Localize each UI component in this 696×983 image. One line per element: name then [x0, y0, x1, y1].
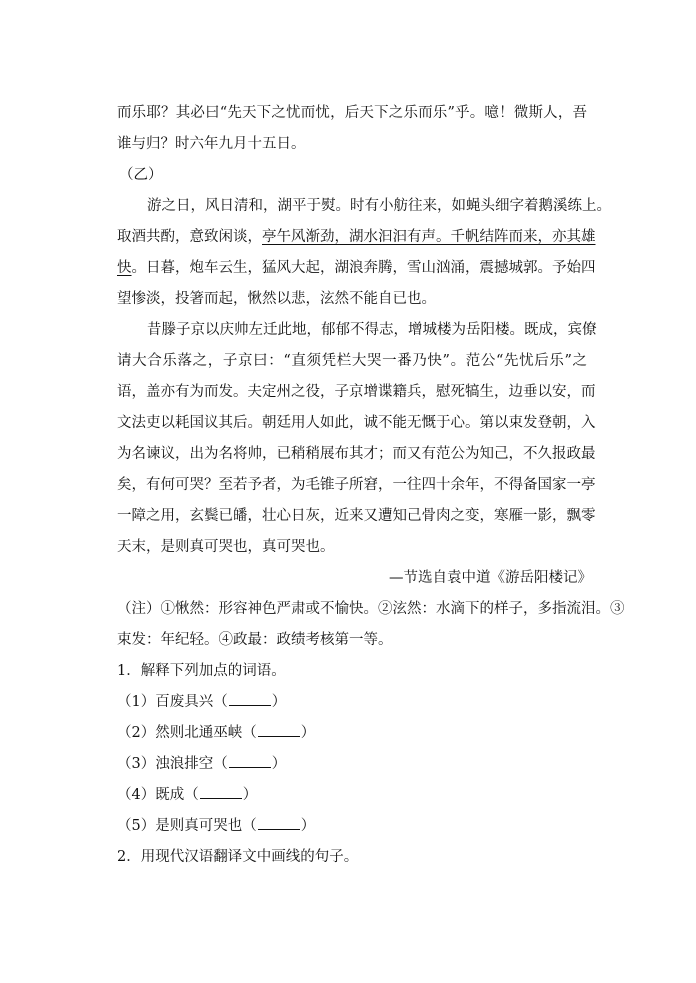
item-text: （5）是则真可哭也（ — [117, 818, 257, 834]
passage-yi-p2-line-6: 矣，有何可哭？至若予者，为毛锥子所窘，一往四十余年，不得备国家一亭 — [117, 477, 596, 493]
passage-yi-p2-line-3: 语，盖亦有为而发。夫定州之役，子京增谍籍兵，慰死犒生，边垂以安，而 — [117, 384, 596, 400]
passage-yi-p2-line-4: 文法吏以耗国议其后。朝廷用人如此，诚不能无慨于心。第以束发登朝，入 — [117, 415, 596, 431]
plain-text: 取酒共酌，意致闲谈， — [117, 229, 262, 245]
annotation-line-2: 束发：年纪轻。④政最：政绩考核第一等。 — [117, 632, 393, 648]
passage-yi-p2-line-1: 昔滕子京以庆帅左迁此地，郁郁不得志，增城楼为岳阳楼。既成，宾僚 — [147, 322, 597, 338]
item-text-end: ） — [242, 787, 258, 803]
item-text-end: ） — [300, 725, 316, 741]
underlined-sentence: 亭午风渐劲，湖水汩汩有声。千帆结阵而来，亦其雄 — [262, 229, 596, 245]
underlined-sentence-end: 快 — [117, 260, 132, 276]
item-text: （1）百废具兴（ — [117, 694, 228, 710]
section-label-yi: （乙） — [119, 167, 163, 183]
passage-yi-p1-line-2 — [117, 227, 596, 247]
item-text-end: ） — [271, 756, 287, 772]
item-text-end: ） — [300, 818, 316, 834]
passage-yi-p1-line-4: 望惨淡，投箸而起，愀然以悲，泫然不能自已也。 — [117, 291, 436, 307]
question-1-item-5 — [117, 816, 587, 836]
item-text: （4）既成（ — [117, 787, 199, 803]
question-1-item-1 — [117, 692, 587, 712]
plain-text: 。日暮，炮车云生，猛风大起，湖浪奔腾，雪山汹涌，震撼城郭。予始四 — [131, 260, 596, 276]
answer-blank[interactable] — [229, 693, 271, 706]
question-1-item-3 — [117, 754, 587, 774]
item-text: （2）然则北通巫峡（ — [117, 725, 257, 741]
annotation-line-1: （注）①愀然：形容神色严肃或不愉快。②泫然：水滴下的样子，多指流泪。③ — [117, 601, 625, 617]
answer-blank[interactable] — [229, 755, 271, 768]
jia-text-line-2: 谁与归？时六年九月十五日。 — [117, 136, 306, 152]
item-text: （3）浊浪排空（ — [117, 756, 228, 772]
source-citation: —节选自袁中道《游岳阳楼记》 — [389, 570, 592, 586]
passage-yi-p2-line-7: 一障之用，玄鬓已皤，壮心日灰，近来又遭知己骨肉之变，寒雁一影，飘零 — [117, 508, 596, 524]
question-1-item-4 — [117, 785, 587, 805]
question-1-title: 1．解释下列加点的词语。 — [117, 663, 286, 679]
passage-yi-p2-line-5: 为名谏议，出为名将帅，已稍稍展布其才；而又有范公为知己，不久报政最 — [117, 446, 596, 462]
jia-text-line-1: 而乐耶？其必曰“先天下之忧而忧，后天下之乐而乐”乎。噫！微斯人，吾 — [117, 105, 587, 121]
answer-blank[interactable] — [200, 786, 242, 799]
passage-yi-p1-line-1: 游之日，风日清和，湖平于熨。时有小舫往来，如蝇头细字着鹅溪练上。 — [147, 198, 611, 214]
question-1-item-2 — [117, 723, 587, 743]
passage-yi-p2-line-2: 请大合乐落之，子京曰：“直须凭栏大哭一番乃快”。范公“先忧后乐”之 — [117, 353, 587, 369]
answer-blank[interactable] — [258, 817, 300, 830]
passage-yi-p2-line-8: 天末，是则真可哭也，真可哭也。 — [117, 539, 335, 555]
passage-yi-p1-line-3 — [117, 258, 596, 278]
answer-blank[interactable] — [258, 724, 300, 737]
question-2-title: 2．用现代汉语翻译文中画线的句子。 — [117, 849, 359, 865]
item-text-end: ） — [271, 694, 287, 710]
